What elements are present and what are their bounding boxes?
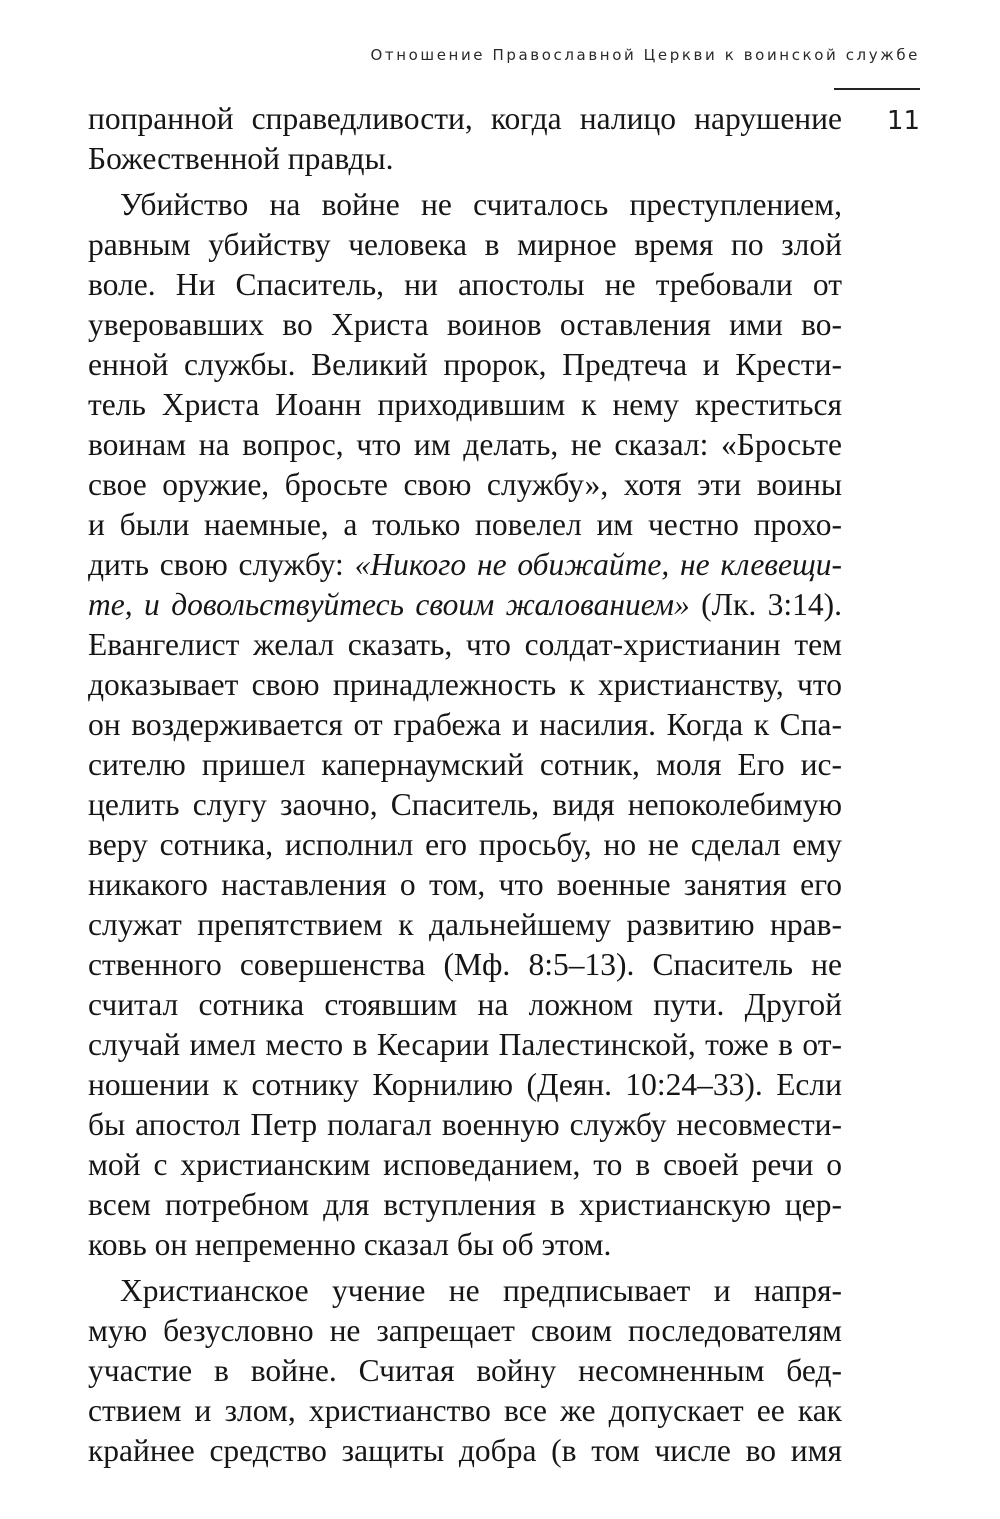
text-line: Божественной правды. bbox=[88, 141, 394, 176]
body-text bbox=[88, 99, 842, 1471]
text-line: и были наемные, а только повелел им честно прохо- bbox=[88, 507, 842, 542]
text-line: сителю пришел капернаумский сотник, моля Его ис- bbox=[88, 747, 842, 782]
paragraph-1 bbox=[88, 99, 842, 179]
text-line: тель Христа Иоанн приходившим к нему креститься bbox=[88, 387, 842, 422]
text-line-start: дить свою службу: bbox=[88, 547, 355, 582]
text-line bbox=[88, 585, 842, 625]
paragraph-2 bbox=[88, 185, 842, 1265]
text-line: Евангелист желал сказать, что солдат-христианин тем bbox=[88, 627, 842, 662]
text-line: веру сотника, исполнил его просьбу, но не сделал ему bbox=[88, 827, 842, 862]
text-line: ковь он непременно сказал бы об этом. bbox=[88, 1227, 612, 1262]
text-line: воле. Ни Спаситель, ни апостолы не требовали от bbox=[88, 267, 842, 302]
running-head-title: Отношение Православной Церкви к воинской службе bbox=[370, 46, 920, 64]
text-line: ношении к сотнику Корнилию (Деян. 10:24–33). Если bbox=[88, 1067, 842, 1102]
text-line bbox=[88, 545, 842, 585]
text-line: доказывает свою принадлежность к христианству, что bbox=[88, 667, 842, 702]
page-number: 11 bbox=[886, 106, 920, 136]
paragraph-3 bbox=[88, 1271, 842, 1471]
text-line: бы апостол Петр полагал военную службу несовмести- bbox=[88, 1107, 842, 1142]
text-line: Убийство на войне не считалось преступлением, bbox=[120, 187, 842, 222]
gospel-quote: те, и довольствуйтесь своим жалованием» bbox=[88, 587, 690, 622]
text-line: равным убийству человека в мирное время по злой bbox=[88, 227, 842, 262]
text-line: считал сотника стоявшим на ложном пути. Другой bbox=[88, 987, 842, 1022]
text-line: енной службы. Великий пророк, Предтеча и Крести- bbox=[88, 347, 842, 382]
text-line: мую безусловно не запрещает своим последователям bbox=[88, 1313, 842, 1348]
text-line: ственного совершенства (Мф. 8:5–13). Спаситель не bbox=[88, 947, 842, 982]
text-line: ствием и злом, христианство все же допускает ее как bbox=[88, 1393, 842, 1428]
text-line: воинам на вопрос, что им делать, не сказал: «Бросьте bbox=[88, 427, 842, 462]
text-line: мой с христианским исповеданием, то в своей речи о bbox=[88, 1147, 842, 1182]
text-line: крайнее средство защиты добра (в том числе во имя bbox=[88, 1433, 842, 1468]
text-line: всем потребном для вступления в христианскую цер- bbox=[88, 1187, 842, 1222]
text-line: случай имел место в Кесарии Палестинской, тоже в от- bbox=[88, 1027, 842, 1062]
text-line: уверовавших во Христа воинов оставления ими во- bbox=[88, 307, 842, 342]
text-line: служат препятствием к дальнейшему развитию нрав- bbox=[88, 907, 842, 942]
scripture-reference: (Лк. 3:14). bbox=[689, 587, 842, 622]
header-rule bbox=[834, 88, 920, 90]
text-line: попранной справедливости, когда налицо нарушение bbox=[88, 101, 842, 136]
text-line: целить слугу заочно, Спаситель, видя непоколебимую bbox=[88, 787, 842, 822]
text-line: Христианское учение не предписывает и напря- bbox=[120, 1273, 842, 1308]
gospel-quote: «Никого не обижайте, не клевещи- bbox=[354, 547, 842, 582]
text-line: никакого наставления о том, что военные занятия его bbox=[88, 867, 842, 902]
text-line: он воздерживается от грабежа и насилия. Когда к Спа- bbox=[88, 707, 842, 742]
text-line: участие в войне. Считая войну несомненным бед- bbox=[88, 1353, 842, 1388]
text-line: свое оружие, бросьте свою службу», хотя эти воины bbox=[88, 467, 842, 502]
